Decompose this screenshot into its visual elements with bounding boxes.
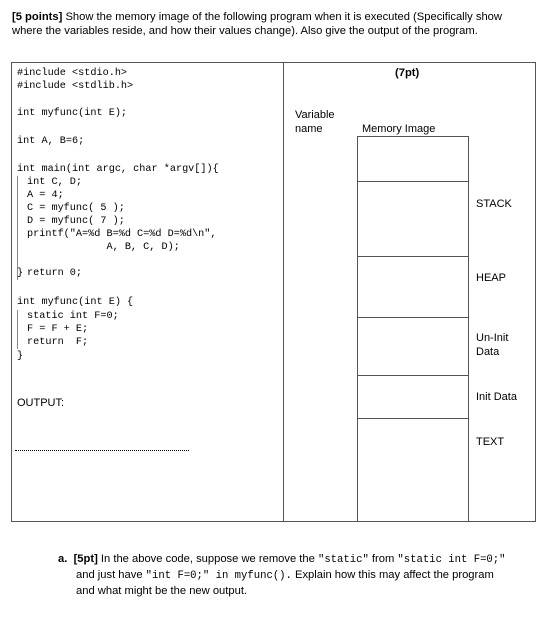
output-answer-line	[15, 450, 189, 451]
part-a-line-2	[58, 568, 528, 584]
code-main-head: int main(int argc, char *argv[]){	[17, 164, 219, 175]
memory-image-label: Memory Image	[362, 123, 436, 135]
part-a-code-3: "int F=0;" in myfunc().	[145, 570, 292, 582]
code-func-close: }	[17, 351, 24, 362]
init-data-label: Init Data	[476, 391, 517, 403]
code-prototype: int myfunc(int E);	[17, 108, 128, 119]
part-a-code-1: "static"	[317, 554, 369, 566]
output-label: OUTPUT:	[17, 397, 65, 409]
part-a-text-3: and just have	[76, 569, 146, 581]
heap-label: HEAP	[476, 272, 506, 284]
points-right: (7pt)	[395, 67, 420, 79]
table-divider	[283, 62, 284, 522]
stack-label: STACK	[476, 198, 512, 210]
memory-image-box	[357, 136, 469, 522]
part-a-text-1: In the above code, suppose we remove the	[97, 553, 318, 565]
part-a-question	[58, 552, 528, 599]
code-func-head: int myfunc(int E) {	[17, 297, 134, 308]
text-segment-label: TEXT	[476, 436, 505, 448]
part-a-text-4: Explain how this may affect the program	[291, 569, 494, 581]
part-a-text-2: from	[368, 553, 398, 565]
part-a-text-5: and what might be the new output.	[76, 585, 248, 597]
segment-divider	[358, 317, 468, 318]
code-func-body: static int F=0; F = F + E; return F;	[17, 310, 119, 349]
part-a-code-2: "static int F=0;"	[397, 554, 506, 566]
variable-name-label: Variable name	[295, 109, 335, 135]
question-text	[12, 10, 532, 38]
segment-divider	[358, 418, 468, 419]
code-includes: #include <stdio.h> #include <stdlib.h>	[17, 68, 134, 92]
question-body: Show the memory image of the following program when it is executed (Specifically show where the variables reside, and how their values change). Also give the output of the program.	[12, 11, 502, 37]
segment-divider	[358, 256, 468, 257]
part-a-points: [5pt]	[73, 553, 98, 565]
code-main-body: int C, D; A = 4; C = myfunc( 5 ); D = myfunc( 7 ); printf("A=%d B=%d C=%d D=%d\n", A, B, C, D); return 0;	[17, 176, 217, 280]
segment-divider	[358, 375, 468, 376]
segment-divider	[358, 181, 468, 182]
part-a-letter: a.	[58, 553, 68, 565]
code-main-close: }	[17, 268, 24, 279]
question-points: [5 points]	[12, 11, 63, 23]
code-globals: int A, B=6;	[17, 136, 85, 147]
uninit-data-label: Un-Init Data	[476, 332, 509, 358]
